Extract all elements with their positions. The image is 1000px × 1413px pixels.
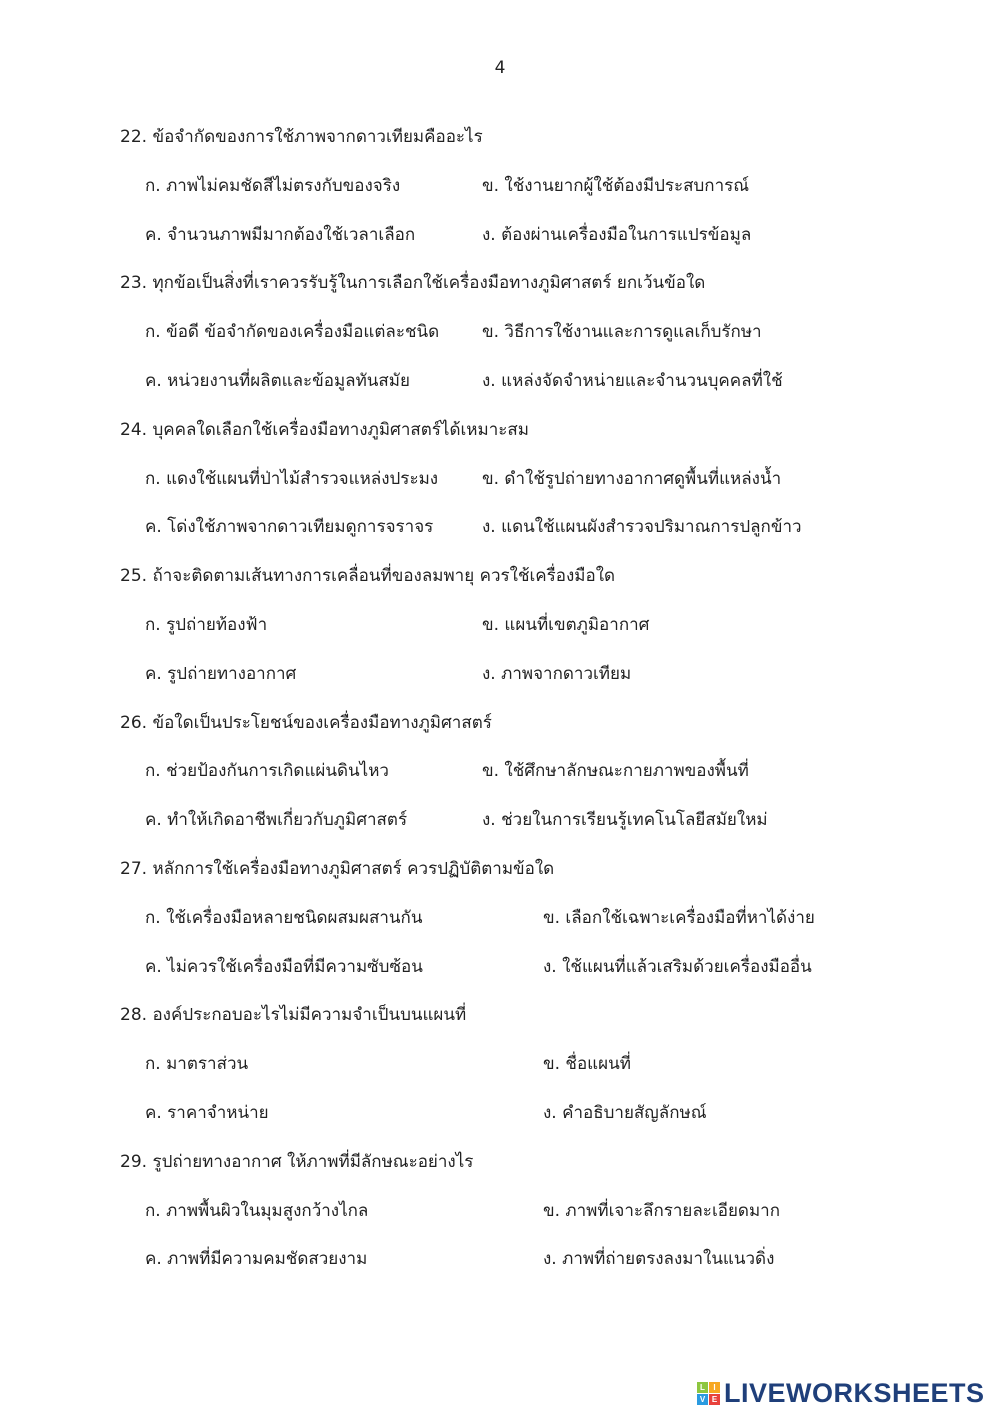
question-number: 25. xyxy=(120,566,148,587)
logo-text: LIVEWORKSHEETS xyxy=(724,1378,985,1408)
option-row xyxy=(120,1235,940,1284)
answer-option[interactable]: ก. ภาพพื้นผิวในมุมสูงกว้างไกล xyxy=(145,1200,369,1221)
question-prompt: ข้อใดเป็นประโยชน์ของเครื่องมือทางภูมิศาสตร์ xyxy=(152,712,492,733)
page-number: 4 xyxy=(494,58,506,78)
answer-option[interactable]: ข. แผนที่เขตภูมิอากาศ xyxy=(482,614,650,635)
answer-option[interactable]: ค. ทำให้เกิดอาชีพเกี่ยวกับภูมิศาสตร์ xyxy=(145,810,408,831)
question-number: 28. xyxy=(120,1005,148,1026)
answer-option[interactable]: ง. ภาพที่ถ่ายตรงลงมาในแนวดิ่ง xyxy=(543,1249,775,1270)
answer-option[interactable]: ง. ต้องผ่านเครื่องมือในการแปรข้อมูล xyxy=(482,224,752,245)
option-row xyxy=(120,455,940,504)
answer-option[interactable]: ค. โด่งใช้ภาพจากดาวเทียมดูการจราจร xyxy=(145,517,434,538)
answer-option[interactable]: ค. หน่วยงานที่ผลิตและข้อมูลทันสมัย xyxy=(145,370,410,391)
option-row xyxy=(120,162,940,211)
question-number: 23. xyxy=(120,273,148,294)
option-row xyxy=(120,796,940,845)
answer-option[interactable]: ข. วิธีการใช้งานและการดูแลเก็บรักษา xyxy=(482,322,762,343)
answer-option[interactable]: ข. ภาพที่เจาะลึกรายละเอียดมาก xyxy=(543,1200,781,1221)
question-block xyxy=(120,845,940,991)
logo-mark-letter: V xyxy=(697,1394,708,1405)
answer-option[interactable]: ก. ช่วยป้องกันการเกิดแผ่นดินไหว xyxy=(145,761,389,782)
question-prompt: หลักการใช้เครื่องมือทางภูมิศาสตร์ ควรปฏิบัติตามข้อใด xyxy=(152,858,555,879)
option-row xyxy=(120,308,940,357)
option-row xyxy=(120,894,940,943)
answer-option[interactable]: ง. ช่วยในการเรียนรู้เทคโนโลยีสมัยใหม่ xyxy=(482,810,768,831)
option-row xyxy=(120,1089,940,1138)
answer-option[interactable]: ค. ไม่ควรใช้เครื่องมือที่มีความซับซ้อน xyxy=(145,956,423,977)
question-prompt: รูปถ่ายทางอากาศ ให้ภาพที่มีลักษณะอย่างไร xyxy=(152,1151,474,1172)
answer-option[interactable]: ง. แดนใช้แผนผังสำรวจปริมาณการปลูกข้าว xyxy=(482,517,802,538)
answer-option[interactable]: ก. รูปถ่ายท้องฟ้า xyxy=(145,614,268,635)
question-text xyxy=(120,991,940,1040)
question-text xyxy=(120,113,940,162)
question-block xyxy=(120,1138,940,1284)
option-row xyxy=(120,1040,940,1089)
question-number: 22. xyxy=(120,127,148,147)
option-row xyxy=(120,503,940,552)
liveworksheets-logo xyxy=(697,1378,985,1409)
answer-option[interactable]: ข. ใช้งานยากผู้ใช้ต้องมีประสบการณ์ xyxy=(482,175,750,196)
option-row xyxy=(120,357,940,406)
answer-option[interactable]: ก. ข้อดี ข้อจำกัดของเครื่องมือแต่ละชนิด xyxy=(145,322,440,343)
answer-option[interactable]: ค. ภาพที่มีความคมชัดสวยงาม xyxy=(145,1249,368,1270)
question-text xyxy=(120,699,940,748)
option-row xyxy=(120,1187,940,1236)
question-number: 24. xyxy=(120,419,148,440)
question-prompt: บุคคลใดเลือกใช้เครื่องมือทางภูมิศาสตร์ได้เหมาะสม xyxy=(152,419,529,440)
question-prompt: ทุกข้อเป็นสิ่งที่เราควรรับรู้ในการเลือกใช้เครื่องมือทางภูมิศาสตร์ ยกเว้นข้อใด xyxy=(152,273,706,294)
answer-option[interactable]: ก. แดงใช้แผนที่ป่าไม้สำรวจแหล่งประมง xyxy=(145,468,439,489)
question-block xyxy=(120,552,940,698)
answer-option[interactable]: ง. คำอธิบายสัญลักษณ์ xyxy=(543,1102,707,1123)
answer-option[interactable]: ค. ราคาจำหน่าย xyxy=(145,1102,269,1123)
logo-mark-icon xyxy=(697,1382,720,1405)
answer-option[interactable]: ก. มาตราส่วน xyxy=(145,1054,249,1075)
answer-option[interactable]: ง. ใช้แผนที่แล้วเสริมด้วยเครื่องมืออื่น xyxy=(543,956,812,977)
answer-option[interactable]: ข. ใช้ศึกษาลักษณะกายภาพของพื้นที่ xyxy=(482,761,749,782)
question-number: 29. xyxy=(120,1151,148,1172)
answer-option[interactable]: ง. แหล่งจัดจำหน่ายและจำนวนบุคคลที่ใช้ xyxy=(482,370,783,391)
question-prompt: ถ้าจะติดตามเส้นทางการเคลื่อนที่ของลมพายุ ควรใช้เครื่องมือใด xyxy=(152,566,616,587)
question-text xyxy=(120,552,940,601)
question-prompt: องค์ประกอบอะไรไม่มีความจำเป็นบนแผนที่ xyxy=(152,1005,467,1026)
logo-mark-letter: E xyxy=(709,1394,720,1405)
question-list xyxy=(120,113,940,1284)
question-block xyxy=(120,113,940,259)
question-text xyxy=(120,1138,940,1187)
question-number: 26. xyxy=(120,712,148,733)
option-row xyxy=(120,943,940,992)
question-block xyxy=(120,991,940,1137)
answer-option[interactable]: ก. ภาพไม่คมชัดสีไม่ตรงกับของจริง xyxy=(145,175,401,196)
logo-mark-letter: L xyxy=(697,1382,708,1393)
question-text xyxy=(120,845,940,894)
question-text xyxy=(120,259,940,308)
answer-option[interactable]: ก. ใช้เครื่องมือหลายชนิดผสมผสานกัน xyxy=(145,907,423,928)
question-prompt: ข้อจำกัดของการใช้ภาพจากดาวเทียมคืออะไร xyxy=(152,127,483,147)
answer-option[interactable]: ค. รูปถ่ายทางอากาศ xyxy=(145,663,297,684)
answer-option[interactable]: ค. จำนวนภาพมีมากต้องใช้เวลาเลือก xyxy=(145,224,416,245)
option-row xyxy=(120,211,940,260)
question-block xyxy=(120,259,940,405)
option-row xyxy=(120,601,940,650)
question-number: 27. xyxy=(120,858,148,879)
option-row xyxy=(120,650,940,699)
option-row xyxy=(120,747,940,796)
question-text xyxy=(120,406,940,455)
answer-option[interactable]: ข. เลือกใช้เฉพาะเครื่องมือที่หาได้ง่าย xyxy=(543,907,815,928)
question-block xyxy=(120,699,940,845)
question-block xyxy=(120,406,940,552)
answer-option[interactable]: ข. ชื่อแผนที่ xyxy=(543,1054,631,1075)
answer-option[interactable]: ง. ภาพจากดาวเทียม xyxy=(482,663,632,684)
answer-option[interactable]: ข. ดำใช้รูปถ่ายทางอากาศดูพื้นที่แหล่งน้ำ xyxy=(482,468,782,489)
logo-mark-letter: I xyxy=(709,1382,720,1393)
